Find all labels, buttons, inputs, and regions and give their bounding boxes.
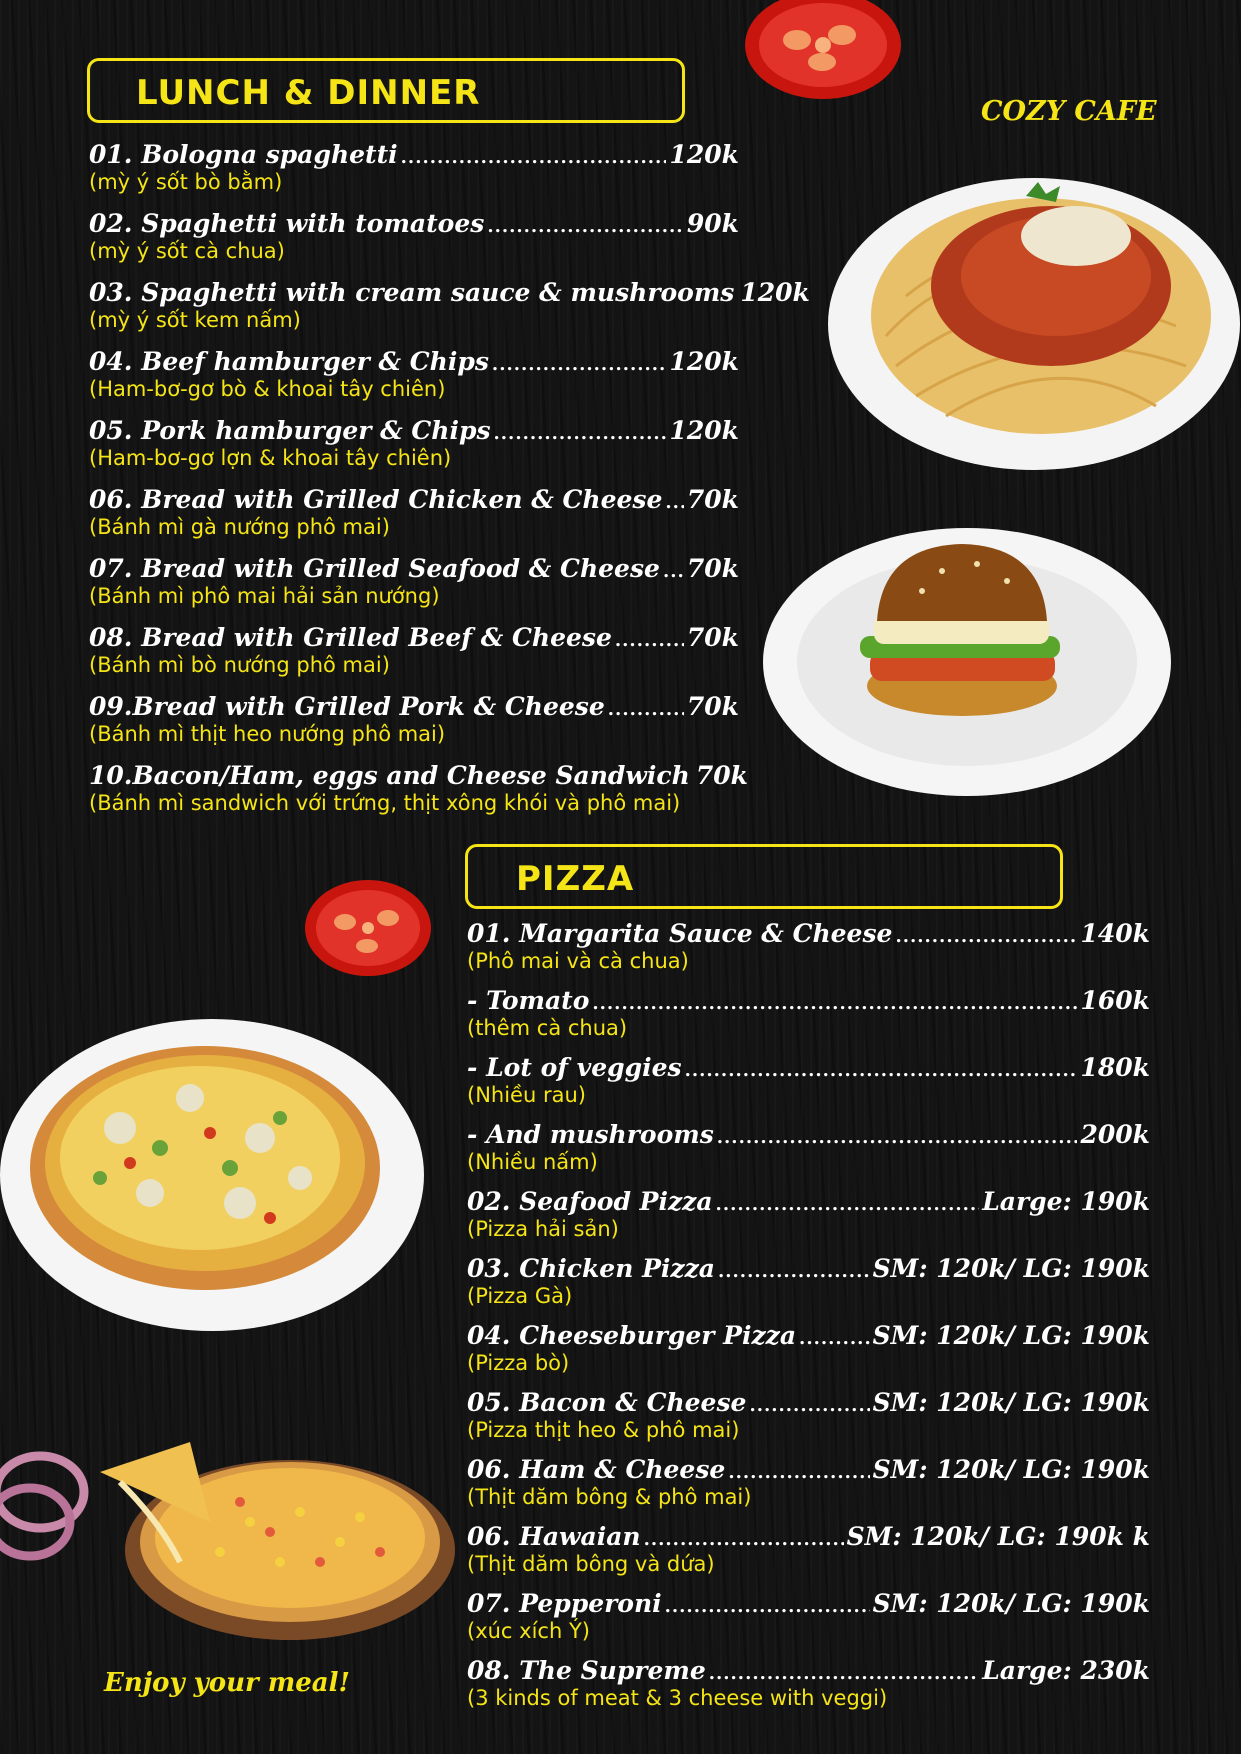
menu-item bbox=[89, 624, 739, 678]
item-name: 10.Bacon/Ham, eggs and Cheese Sandwich bbox=[89, 761, 690, 790]
item-price: 70k bbox=[695, 761, 748, 790]
spaghetti-plate-icon bbox=[826, 176, 1241, 472]
item-name: - Tomato bbox=[467, 986, 590, 1015]
item-desc: (mỳ ý sốt cà chua) bbox=[89, 238, 285, 263]
menu-item bbox=[467, 1657, 1150, 1711]
item-name: 05. Bacon & Cheese bbox=[467, 1388, 747, 1417]
item-desc: (mỳ ý sốt kem nấm) bbox=[89, 307, 301, 332]
onion-ring-icon bbox=[0, 1442, 96, 1570]
menu-item bbox=[467, 920, 1150, 974]
item-price: 120k bbox=[669, 347, 739, 376]
lunch-dinner-header bbox=[87, 58, 685, 123]
item-desc: (Pizza hải sản) bbox=[467, 1216, 619, 1241]
item-name: 04. Cheeseburger Pizza bbox=[467, 1321, 797, 1350]
menu-item bbox=[467, 1389, 1150, 1443]
menu-item bbox=[89, 278, 810, 333]
item-desc: (Bánh mì phô mai hải sản nướng) bbox=[89, 583, 440, 608]
menu-item bbox=[467, 1255, 1150, 1309]
item-desc: (thêm cà chua) bbox=[467, 1015, 628, 1040]
burger-plate-icon bbox=[762, 526, 1172, 798]
item-price: 90k bbox=[686, 209, 739, 238]
menu-item bbox=[89, 348, 739, 402]
item-desc: (Pizza bò) bbox=[467, 1350, 570, 1375]
tomato-slice-icon bbox=[742, 0, 904, 102]
item-price: Large: 190k bbox=[982, 1187, 1150, 1216]
item-name: 08. Bread with Grilled Beef & Cheese bbox=[89, 623, 612, 652]
item-name: 06. Bread with Grilled Chicken & Cheese bbox=[89, 485, 663, 514]
item-desc: (Bánh mì thịt heo nướng phô mai) bbox=[89, 721, 446, 746]
item-name: 03. Spaghetti with cream sauce & mushrooms bbox=[89, 278, 735, 307]
item-price: 120k bbox=[669, 140, 739, 169]
item-desc: (Bánh mì bò nướng phô mai) bbox=[89, 652, 390, 677]
item-desc: (Phô mai và cà chua) bbox=[467, 948, 689, 973]
tomato-slice-icon bbox=[303, 878, 433, 978]
item-price: SM: 120k/ LG: 190k bbox=[872, 1388, 1150, 1417]
item-price: 70k bbox=[686, 692, 739, 721]
pizza-plate-icon bbox=[0, 1018, 425, 1333]
item-price: SM: 120k/ LG: 190k k bbox=[846, 1522, 1150, 1551]
item-price: 200k bbox=[1080, 1120, 1150, 1149]
item-name: 07. Pepperoni bbox=[467, 1589, 662, 1618]
item-desc: (Thịt dăm bông và dứa) bbox=[467, 1551, 715, 1576]
item-price: 120k bbox=[740, 278, 810, 307]
menu-item bbox=[89, 693, 739, 747]
menu-item bbox=[467, 987, 1150, 1041]
pizza-slice-icon bbox=[100, 1432, 458, 1642]
item-name: 04. Beef hamburger & Chips bbox=[89, 347, 489, 376]
item-price: 70k bbox=[686, 485, 739, 514]
brand-name: COZY CAFE bbox=[981, 96, 1157, 127]
item-price: SM: 120k/ LG: 190k bbox=[872, 1321, 1150, 1350]
menu-item bbox=[89, 486, 739, 540]
item-name: - And mushrooms bbox=[467, 1120, 714, 1149]
item-name: 01. Margarita Sauce & Cheese bbox=[467, 919, 893, 948]
item-desc: (Ham-bơ-gơ lợn & khoai tây chiên) bbox=[89, 445, 452, 470]
item-price: 70k bbox=[686, 623, 739, 652]
menu-item bbox=[89, 417, 739, 471]
menu-item bbox=[467, 1523, 1150, 1577]
item-price: SM: 120k/ LG: 190k bbox=[872, 1455, 1150, 1484]
item-price: 120k bbox=[669, 416, 739, 445]
item-name: 05. Pork hamburger & Chips bbox=[89, 416, 491, 445]
item-name: 02. Spaghetti with tomatoes bbox=[89, 209, 485, 238]
item-name: 01. Bologna spaghetti bbox=[89, 140, 398, 169]
item-name: - Lot of veggies bbox=[467, 1053, 682, 1082]
item-price: Large: 230k bbox=[982, 1656, 1150, 1685]
lunch-dinner-title: LUNCH & DINNER bbox=[136, 73, 481, 113]
menu-item bbox=[89, 210, 739, 264]
item-desc: (3 kinds of meat & 3 cheese with veggi) bbox=[467, 1685, 888, 1710]
item-price: 140k bbox=[1080, 919, 1150, 948]
item-price: SM: 120k/ LG: 190k bbox=[872, 1254, 1150, 1283]
item-name: 08. The Supreme bbox=[467, 1656, 706, 1685]
menu-item bbox=[467, 1456, 1150, 1510]
item-desc: (Ham-bơ-gơ bò & khoai tây chiên) bbox=[89, 376, 446, 401]
item-desc: (Bánh mì gà nướng phô mai) bbox=[89, 514, 390, 539]
pizza-title: PIZZA bbox=[516, 859, 635, 899]
item-price: 180k bbox=[1080, 1053, 1150, 1082]
menu-item bbox=[89, 555, 739, 609]
item-name: 06. Hawaian bbox=[467, 1522, 641, 1551]
menu-item bbox=[467, 1322, 1150, 1376]
menu-item bbox=[89, 761, 748, 816]
item-name: 02. Seafood Pizza bbox=[467, 1187, 713, 1216]
enjoy-message: Enjoy your meal! bbox=[104, 1668, 350, 1698]
item-desc: (Pizza thịt heo & phô mai) bbox=[467, 1417, 740, 1442]
menu-item bbox=[467, 1054, 1150, 1108]
item-desc: (Pizza Gà) bbox=[467, 1283, 573, 1308]
item-desc: (xúc xích Ý) bbox=[467, 1618, 590, 1643]
item-price: 160k bbox=[1080, 986, 1150, 1015]
item-desc: (mỳ ý sốt bò bằm) bbox=[89, 169, 283, 194]
item-desc: (Bánh mì sandwich với trứng, thịt xông khói và phô mai) bbox=[89, 790, 681, 815]
item-price: 70k bbox=[686, 554, 739, 583]
item-name: 07. Bread with Grilled Seafood & Cheese bbox=[89, 554, 660, 583]
item-price: SM: 120k/ LG: 190k bbox=[872, 1589, 1150, 1618]
item-desc: (Nhiều nấm) bbox=[467, 1149, 598, 1174]
menu-item bbox=[467, 1590, 1150, 1644]
item-desc: (Nhiều rau) bbox=[467, 1082, 586, 1107]
pizza-header bbox=[465, 844, 1063, 909]
menu-item bbox=[467, 1188, 1150, 1242]
item-desc: (Thịt dăm bông & phô mai) bbox=[467, 1484, 752, 1509]
item-name: 06. Ham & Cheese bbox=[467, 1455, 726, 1484]
item-name: 03. Chicken Pizza bbox=[467, 1254, 715, 1283]
menu-item bbox=[89, 141, 739, 195]
item-name: 09.Bread with Grilled Pork & Cheese bbox=[89, 692, 605, 721]
menu-item bbox=[467, 1121, 1150, 1175]
